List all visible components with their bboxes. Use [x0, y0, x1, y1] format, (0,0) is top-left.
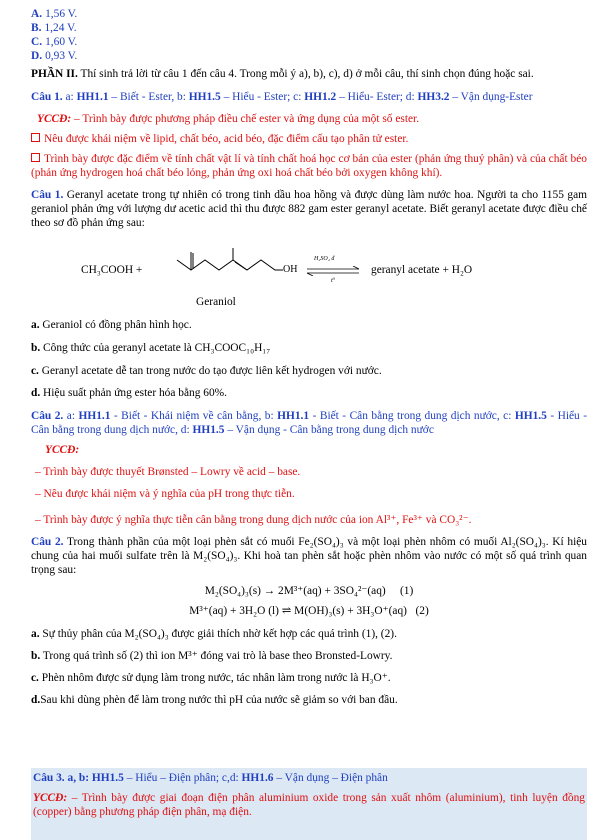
molecule-name: Geraniol: [196, 296, 236, 308]
equilibrium-arrow-icon: [305, 266, 361, 276]
reactant-label: CH₃COOH +: [81, 264, 143, 276]
q1-yccd: YCCĐ: – Trình bày được phương pháp điều chế ester và ứng dụng của một số ester. Nêu được khái niệm về lipid, chất béo, acid béo, đặc điểm cấu tạo phân tử ester. Trình bày được đặc điểm về tính chất vật lí và tính chất hoá học cơ bản của ester (phản ứng thuỷ phân) và của chất béo (phản ứng hydrogen hoá chất béo lỏng, phản ứng oxi hoá chất béo bởi oxygen không khí).: [31, 113, 587, 179]
document-page: [31, 7, 587, 707]
statement-c: c. Geranyl acetate dễ tan trong nước do tạo được liên kết hydrogen với nước.: [31, 365, 382, 377]
option-b[interactable]: B. 1,24 V.: [31, 22, 77, 34]
statement-c: c. Phèn nhôm được sử dụng làm trong nước, tác nhân làm trong nước là H₃O⁺.: [31, 672, 391, 684]
statement-a: a. Geraniol có đồng phân hình học.: [31, 319, 192, 331]
q1-stem: Câu 1. Geranyl acetate trong tự nhiên có trong tinh dầu hoa hồng và được dùng làm nước hoa. Người ta cho 1155 gam geraniol phản ứng với lượng dư acetic acid thì thu được 882 gam ester geranyl acetate. Biết geranyl acetate được điều chế theo sơ đồ phản ứng sau:: [31, 189, 587, 229]
q3-matrix-box: [31, 768, 587, 840]
equation-2: M³⁺(aq) + 3H₂O (l) ⇌ M(OH)₃(s) + 3H₃O⁺(aq) (2): [189, 605, 429, 617]
q1-statements: [31, 318, 587, 400]
checkbox-icon: [31, 153, 40, 162]
q2-statements: [31, 627, 587, 707]
statement-b: b. Công thức của geranyl acetate là CH₃COOC₁₀H₁₇: [31, 342, 271, 354]
reaction-scheme: [31, 234, 587, 312]
statement-b: b. Trong quá trình số (2) thì ion M³⁺ đóng vai trò là base theo Bronsted-Lowry.: [31, 650, 393, 662]
option-a[interactable]: A. 1,56 V.: [31, 8, 78, 20]
q2-equations: [31, 583, 587, 619]
q3-yccd: YCCĐ: – Trình bày được giai đoạn điện phân aluminium oxide trong sản xuất nhôm (aluminium), tinh luyện đồng (copper) bằng phương pháp điện phân, mạ điện.: [33, 792, 585, 818]
q2-yccd: YCCĐ: – Trình bày được thuyết Brønsted – Lowry về acid – base. – Nêu được khái niệm và ý nghĩa của pH trong thực tiễn. – Trình bày được ý nghĩa thực tiễn cân bằng trong dung dịch nước của ion Al³⁺, Fe³⁺ và CO₃²⁻.: [35, 444, 472, 526]
q1-matrix: Câu 1. a: HH1.1 – Biết - Ester, b: HH1.5 – Hiểu - Ester; c: HH1.2 – Hiểu- Ester; d: HH3.2 – Vận dụng-Ester: [31, 91, 533, 103]
answer-options: [31, 7, 587, 63]
statement-d: d.Sau khi dùng phèn để làm trong nước thì pH của nước sẽ giảm so với ban đầu.: [31, 694, 398, 706]
q2-stem: Câu 2. Trong thành phần của một loại phèn sắt có muối Fe₂(SO₄)₃ và một loại phèn nhôm có muối Al₂(SO₄)₃. Kí hiệu chung của hai muối sulfate trên là M₂(SO₄)₃. Khi hoà tan phèn sắt hoặc phèn nhôm vào nước có một số quá trình quan trọng sau:: [31, 536, 587, 576]
catalyst-bottom: t⁰: [331, 278, 336, 284]
q3-matrix: Câu 3. a, b: HH1.5 – Hiểu – Điện phân; c,d: HH1.6 – Vận dụng – Điện phân: [33, 772, 388, 784]
equation-1: M₂(SO₄)₃(s) → 2M³⁺(aq) + 3SO₄²⁻(aq) (1): [204, 585, 414, 597]
option-d[interactable]: D. 0,93 V.: [31, 50, 78, 62]
part2-instructions: PHẦN II. Thí sinh trả lời từ câu 1 đến câu 4. Trong mỗi ý a), b), c), d) ở mỗi câu, thí sinh chọn đúng hoặc sai.: [31, 68, 534, 80]
checkbox-icon: [31, 133, 40, 142]
geraniol-structure: [171, 248, 291, 288]
q2-matrix: Câu 2. a: HH1.1 - Biết - Khái niệm về cân bằng, b: HH1.1 - Biết - Cân bằng trong dung dịch nước, c: HH1.5 - Hiểu - Cân bằng trong dung dịch nước, d: HH1.5 – Vận dụng - Cân bằng trong dung dịch nước: [31, 410, 588, 436]
option-c[interactable]: C. 1,60 V.: [31, 36, 78, 48]
statement-d: d. Hiệu suất phản ứng ester hóa bằng 60%.: [31, 387, 227, 399]
oh-label: OH: [283, 264, 298, 275]
product-label: geranyl acetate + H₂O: [371, 264, 473, 276]
catalyst-top: H₂SO₄ đ: [314, 256, 335, 262]
statement-a: a. Sự thủy phân của M₂(SO₄)₃ được giải thích nhờ kết hợp các quá trình (1), (2).: [31, 628, 397, 640]
